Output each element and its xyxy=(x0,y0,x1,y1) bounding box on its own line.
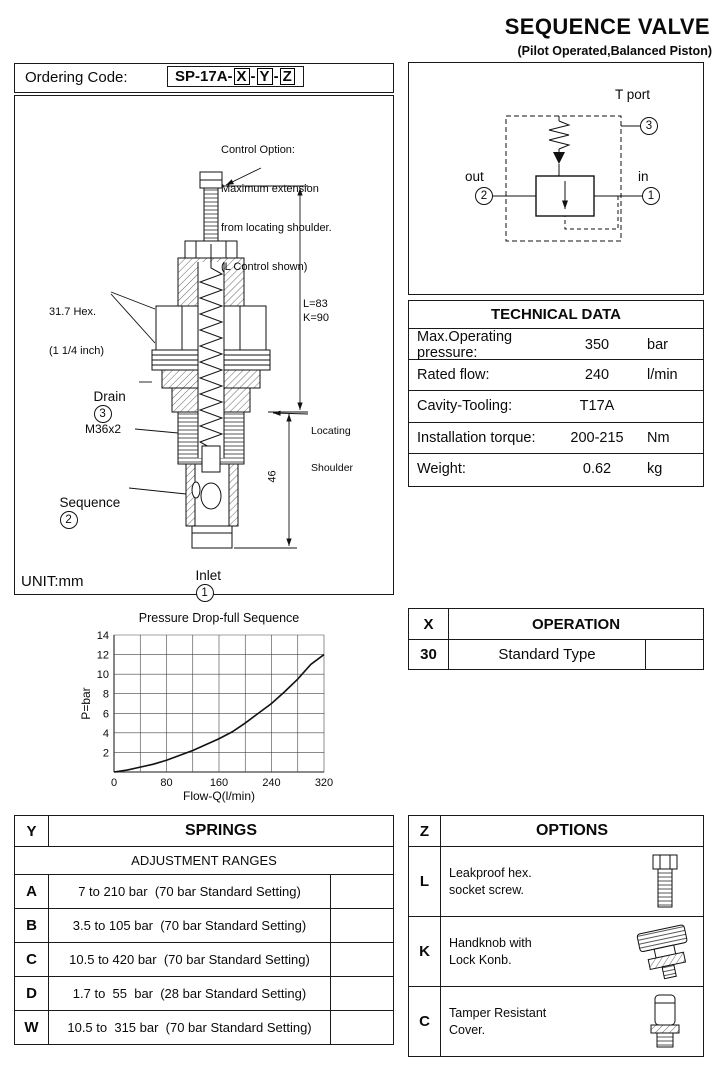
table-row xyxy=(409,846,703,916)
table-row xyxy=(15,874,393,908)
ordering-z-placeholder: Z xyxy=(280,68,295,85)
springs-title: SPRINGS xyxy=(184,822,257,839)
thread-size-label: M36x2 xyxy=(85,422,122,436)
table-row xyxy=(15,976,393,1010)
spring-range: 3.5 to 105 bar (70 bar Standard Setting) xyxy=(49,909,331,942)
table-row xyxy=(15,1010,393,1044)
tech-row-value: 200-215 xyxy=(570,429,624,446)
table-row xyxy=(409,454,703,485)
svg-text:8: 8 xyxy=(102,688,109,701)
dimension-l-label: L=83 xyxy=(303,298,328,310)
spring-code: A xyxy=(15,875,49,908)
line-chart xyxy=(14,600,394,805)
tech-row-label: Cavity-Tooling: xyxy=(417,398,513,415)
operation-table xyxy=(408,608,704,670)
svg-text:12: 12 xyxy=(96,649,109,662)
svg-text:4: 4 xyxy=(102,727,109,740)
svg-text:160: 160 xyxy=(209,777,229,789)
spring-code: D xyxy=(15,977,49,1010)
spring-range: 10.5 to 420 bar (70 bar Standard Setting) xyxy=(49,943,331,976)
tech-row-unit: kg xyxy=(647,461,663,478)
page-subtitle: (Pilot Operated,Balanced Piston) xyxy=(517,44,712,58)
operation-label: Standard Type xyxy=(498,646,596,663)
ordering-separator: - xyxy=(273,68,279,85)
table-row xyxy=(409,423,703,454)
ordering-code-value xyxy=(167,66,304,87)
svg-text:Pressure Drop-full Sequence: Pressure Drop-full Sequence xyxy=(138,611,300,625)
table-row xyxy=(409,360,703,391)
svg-text:2: 2 xyxy=(102,747,109,760)
technical-data-table xyxy=(408,300,704,487)
drain-port-number: 3 xyxy=(94,405,112,423)
svg-text:320: 320 xyxy=(314,777,334,789)
springs-subtitle: ADJUSTMENT RANGES xyxy=(15,846,393,874)
svg-text:10: 10 xyxy=(96,669,109,682)
spring-range: 1.7 to 55 bar (28 bar Standard Setting) xyxy=(49,977,331,1010)
table-row xyxy=(15,942,393,976)
in-port-number: 1 xyxy=(642,187,660,205)
options-title: OPTIONS xyxy=(535,822,608,839)
svg-text:Flow-Q(l/min): Flow-Q(l/min) xyxy=(183,789,255,803)
spring-code: B xyxy=(15,909,49,942)
tech-row-unit: Nm xyxy=(647,429,670,446)
spring-code: W xyxy=(15,1011,49,1044)
ordering-code-label: Ordering Code: xyxy=(25,69,128,86)
option-description: Handknob with Lock Konb. xyxy=(449,936,532,967)
svg-text:6: 6 xyxy=(102,708,109,721)
unit-label: UNIT:mm xyxy=(21,573,84,590)
option-description: Tamper Resistant Cover. xyxy=(449,1006,547,1037)
spring-range: 7 to 210 bar (70 bar Standard Setting) xyxy=(49,875,331,908)
table-row xyxy=(15,908,393,942)
springs-table xyxy=(14,815,394,1045)
option-code: L xyxy=(409,847,441,916)
technical-data-title: TECHNICAL DATA xyxy=(409,301,703,329)
tech-row-value: T17A xyxy=(579,398,615,415)
table-row xyxy=(409,916,703,986)
hydraulic-schematic-box xyxy=(408,62,704,295)
operation-code: 30 xyxy=(409,640,449,669)
option-description: Leakproof hex. socket screw. xyxy=(449,866,532,897)
operation-title: OPERATION xyxy=(531,615,621,633)
pressure-drop-chart xyxy=(14,600,394,805)
tamper-cover-icon xyxy=(633,991,697,1053)
tech-row-value: 240 xyxy=(584,367,610,384)
out-port-number: 2 xyxy=(475,187,493,205)
ordering-separator: - xyxy=(250,68,256,85)
out-port-label: out xyxy=(465,169,484,184)
table-row xyxy=(409,639,703,669)
tech-row-label: Weight: xyxy=(417,461,466,478)
operation-empty-cell xyxy=(645,640,703,669)
tech-row-unit: bar xyxy=(647,337,668,353)
tech-row-value: 0.62 xyxy=(582,461,612,478)
hex-size-label: 31.7 Hex. (1 1/4 inch) xyxy=(49,305,105,357)
options-table xyxy=(408,815,704,1057)
sequence-port-label: Sequence 2 xyxy=(37,479,120,545)
inlet-port-number: 1 xyxy=(196,584,214,602)
svg-text:0: 0 xyxy=(110,777,118,789)
tech-row-value: 350 xyxy=(584,337,610,353)
spring-range: 10.5 to 315 bar (70 bar Standard Setting) xyxy=(49,1011,331,1044)
svg-text:240: 240 xyxy=(262,777,281,789)
springs-key: Y xyxy=(15,816,49,846)
ordering-code-box xyxy=(14,63,394,93)
inlet-port-label: Inlet 1 xyxy=(173,552,221,618)
svg-text:P=bar: P=bar xyxy=(79,687,93,720)
hex-socket-screw-icon xyxy=(633,851,697,913)
page-title: SEQUENCE VALVE xyxy=(504,14,710,39)
svg-text:14: 14 xyxy=(96,630,109,642)
option-code: K xyxy=(409,917,441,986)
ordering-y-placeholder: Y xyxy=(257,68,273,85)
spring-code: C xyxy=(15,943,49,976)
t-port-number: 3 xyxy=(640,117,658,135)
control-option-note: Control Option: Maximum extension from locating shoulder. (L Control shown) xyxy=(221,143,332,273)
tech-row-label: Installation torque: xyxy=(417,429,536,446)
table-row xyxy=(409,986,703,1056)
springs-header-row xyxy=(15,816,393,846)
dimension-46-label: 46 xyxy=(266,470,279,483)
in-port-label: in xyxy=(638,169,649,184)
sequence-port-number: 2 xyxy=(60,511,78,529)
t-port-label: T port xyxy=(615,87,651,102)
valve-drawing-box xyxy=(14,95,394,599)
tech-row-unit: l/min xyxy=(647,367,678,384)
tech-row-label: Rated flow: xyxy=(417,367,490,384)
options-header-row xyxy=(409,816,703,846)
ordering-x-placeholder: X xyxy=(234,68,250,85)
option-code: C xyxy=(409,987,441,1056)
svg-text:80: 80 xyxy=(160,777,173,789)
hydraulic-symbol-drawing xyxy=(409,63,705,296)
dimension-k-label: K=90 xyxy=(303,312,329,324)
handknob-icon xyxy=(633,921,697,983)
operation-header-row xyxy=(409,609,703,639)
options-key: Z xyxy=(409,816,441,846)
table-row xyxy=(409,329,703,360)
drain-port-label: Drain 3 xyxy=(71,373,126,439)
table-row xyxy=(409,391,703,422)
ordering-prefix: SP-17A- xyxy=(175,68,233,85)
tech-row-label: Max.Operating pressure: xyxy=(417,329,513,361)
operation-key: X xyxy=(409,609,449,639)
locating-shoulder-label: Locating Shoulder xyxy=(311,424,354,474)
